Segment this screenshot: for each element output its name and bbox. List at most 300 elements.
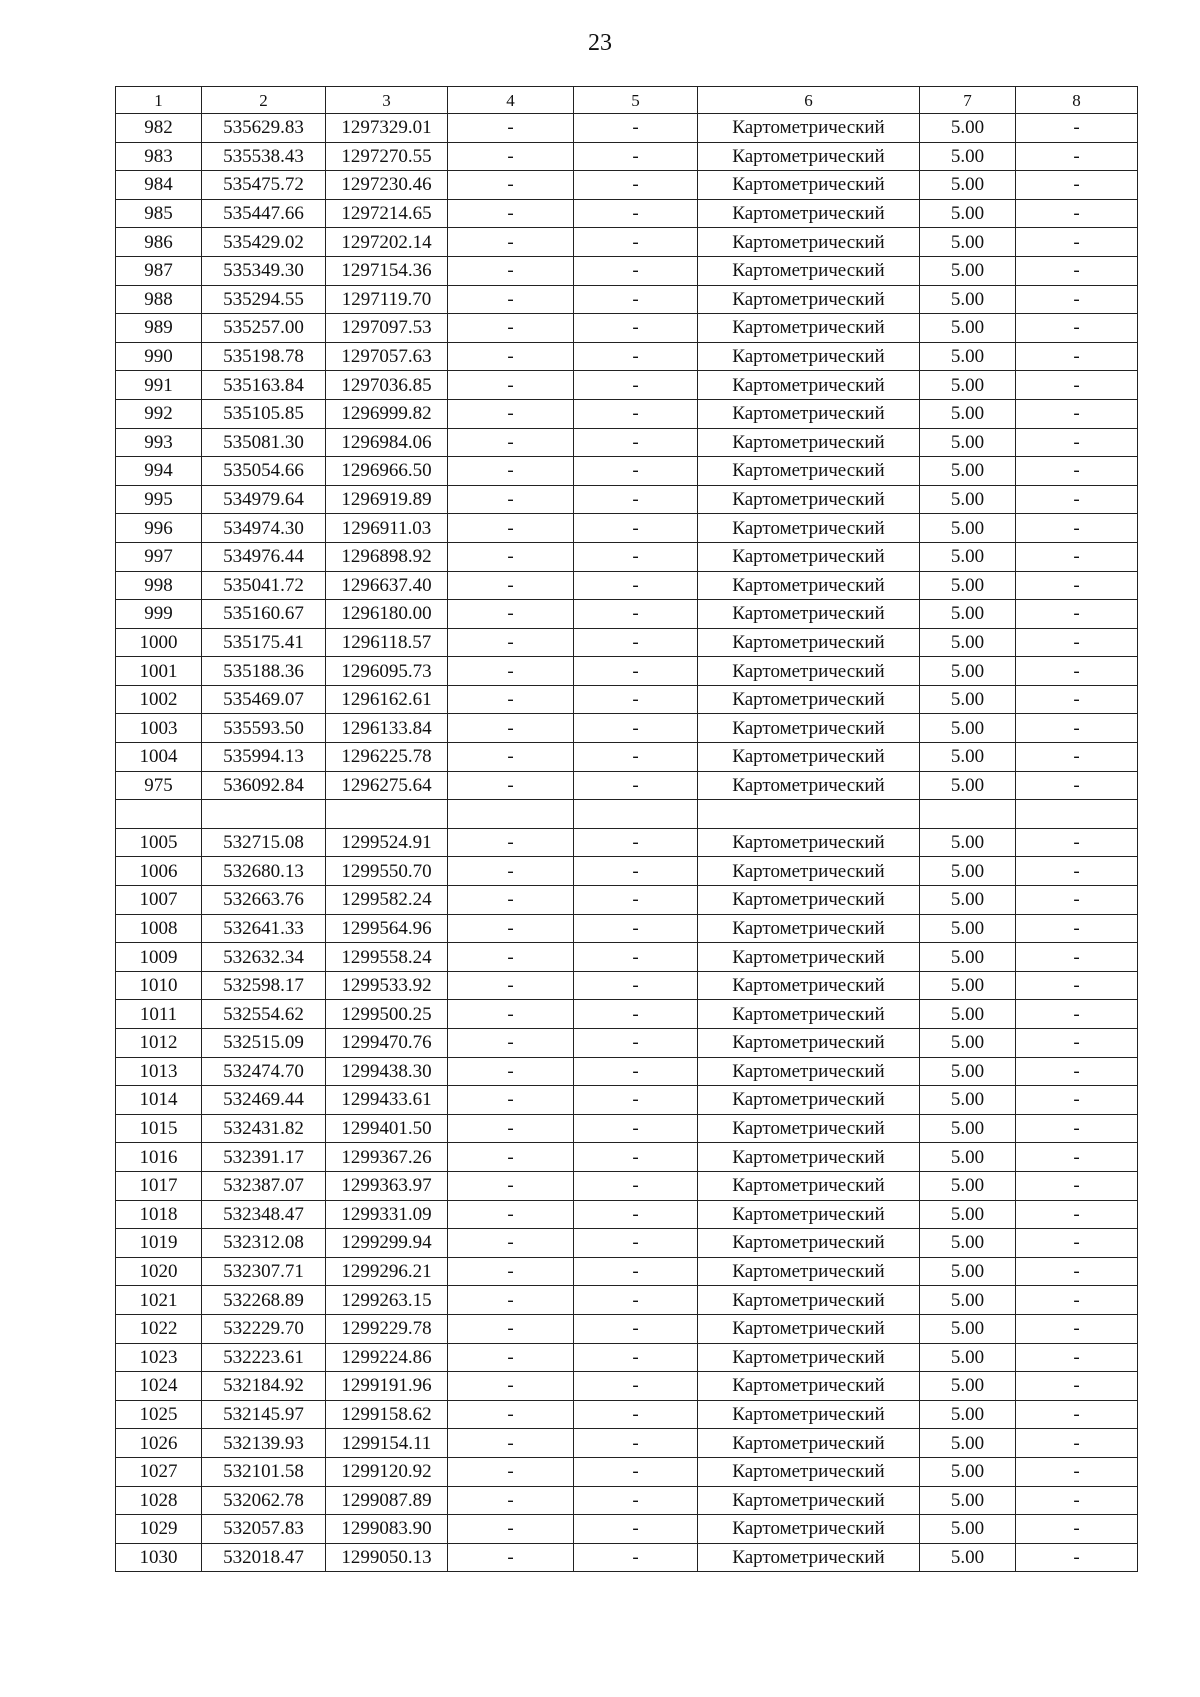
method-cell: Картометрический	[698, 971, 920, 1000]
method-cell: Картометрический	[698, 571, 920, 600]
point-number-cell: 1012	[116, 1029, 202, 1058]
table-row	[116, 428, 1138, 457]
accuracy-cell: 5.00	[920, 1286, 1016, 1315]
x-coordinate-cell: 532101.58	[202, 1457, 326, 1486]
col4-cell: -	[448, 428, 574, 457]
accuracy-cell: 5.00	[920, 1429, 1016, 1458]
y-coordinate-cell: 1299263.15	[326, 1286, 448, 1315]
accuracy-cell: 5.00	[920, 1257, 1016, 1286]
col5-cell: -	[574, 1543, 698, 1572]
col4-cell: -	[448, 685, 574, 714]
table-row	[116, 114, 1138, 143]
point-number-cell: 1009	[116, 943, 202, 972]
col8-cell: -	[1016, 256, 1138, 285]
x-coordinate-cell: 535163.84	[202, 371, 326, 400]
y-coordinate-cell: 1299470.76	[326, 1029, 448, 1058]
point-number-cell: 1014	[116, 1086, 202, 1115]
accuracy-cell: 5.00	[920, 1143, 1016, 1172]
table-row	[116, 800, 1138, 829]
table-row	[116, 828, 1138, 857]
method-cell: Картометрический	[698, 228, 920, 257]
col8-cell: -	[1016, 399, 1138, 428]
method-cell: Картометрический	[698, 485, 920, 514]
method-cell: Картометрический	[698, 342, 920, 371]
col4-cell: -	[448, 399, 574, 428]
point-number-cell: 987	[116, 256, 202, 285]
col5-cell: -	[574, 457, 698, 486]
accuracy-cell: 5.00	[920, 485, 1016, 514]
point-number-cell: 995	[116, 485, 202, 514]
col4-cell: -	[448, 1143, 574, 1172]
col4-cell: -	[448, 485, 574, 514]
table-row	[116, 485, 1138, 514]
col5-cell: -	[574, 1457, 698, 1486]
col5-cell: -	[574, 914, 698, 943]
col5-cell: -	[574, 1515, 698, 1544]
col8-cell: -	[1016, 685, 1138, 714]
accuracy-cell: 5.00	[920, 886, 1016, 915]
y-coordinate-cell: 1299050.13	[326, 1543, 448, 1572]
y-coordinate-cell: 1299331.09	[326, 1200, 448, 1229]
point-number-cell: 1023	[116, 1343, 202, 1372]
col8-cell: -	[1016, 142, 1138, 171]
col4-cell: -	[448, 171, 574, 200]
point-number-cell	[116, 800, 202, 829]
col4-cell: -	[448, 743, 574, 772]
x-coordinate-cell: 535469.07	[202, 685, 326, 714]
col4-cell: -	[448, 228, 574, 257]
accuracy-cell: 5.00	[920, 142, 1016, 171]
x-coordinate-cell: 532474.70	[202, 1057, 326, 1086]
table-row	[116, 1086, 1138, 1115]
method-cell: Картометрический	[698, 1229, 920, 1258]
table-row	[116, 1200, 1138, 1229]
point-number-cell: 1005	[116, 828, 202, 857]
method-cell: Картометрический	[698, 114, 920, 143]
point-number-cell: 1021	[116, 1286, 202, 1315]
x-coordinate-cell: 535349.30	[202, 256, 326, 285]
x-coordinate-cell: 535629.83	[202, 114, 326, 143]
method-cell: Картометрический	[698, 857, 920, 886]
col8-cell: -	[1016, 1143, 1138, 1172]
table-row	[116, 256, 1138, 285]
accuracy-cell: 5.00	[920, 256, 1016, 285]
col4-cell: -	[448, 114, 574, 143]
y-coordinate-cell: 1296919.89	[326, 485, 448, 514]
col5-cell: -	[574, 943, 698, 972]
table-row	[116, 571, 1138, 600]
method-cell: Картометрический	[698, 886, 920, 915]
point-number-cell: 975	[116, 771, 202, 800]
point-number-cell: 1004	[116, 743, 202, 772]
col8-cell: -	[1016, 1029, 1138, 1058]
col5-cell: -	[574, 1057, 698, 1086]
y-coordinate-cell: 1297214.65	[326, 199, 448, 228]
col4-cell: -	[448, 542, 574, 571]
y-coordinate-cell: 1296180.00	[326, 600, 448, 629]
method-cell: Картометрический	[698, 256, 920, 285]
col5-cell: -	[574, 171, 698, 200]
y-coordinate-cell: 1296911.03	[326, 514, 448, 543]
col5-cell: -	[574, 828, 698, 857]
accuracy-cell: 5.00	[920, 1029, 1016, 1058]
col4-cell: -	[448, 142, 574, 171]
col8-cell: -	[1016, 571, 1138, 600]
accuracy-cell: 5.00	[920, 1057, 1016, 1086]
method-cell: Картометрический	[698, 1543, 920, 1572]
point-number-cell: 1030	[116, 1543, 202, 1572]
point-number-cell: 1007	[116, 886, 202, 915]
accuracy-cell: 5.00	[920, 1400, 1016, 1429]
table-row	[116, 1372, 1138, 1401]
col8-cell: -	[1016, 1372, 1138, 1401]
y-coordinate-cell: 1297329.01	[326, 114, 448, 143]
point-number-cell: 1029	[116, 1515, 202, 1544]
method-cell: Картометрический	[698, 1515, 920, 1544]
page-number: 23	[588, 30, 612, 56]
col8-cell: -	[1016, 1114, 1138, 1143]
y-coordinate-cell: 1296966.50	[326, 457, 448, 486]
table-row	[116, 1229, 1138, 1258]
col5-cell	[574, 800, 698, 829]
accuracy-cell: 5.00	[920, 685, 1016, 714]
point-number-cell: 997	[116, 542, 202, 571]
x-coordinate-cell: 534974.30	[202, 514, 326, 543]
col4-cell: -	[448, 628, 574, 657]
col5-cell: -	[574, 1171, 698, 1200]
col8-cell: -	[1016, 914, 1138, 943]
col5-cell: -	[574, 228, 698, 257]
col4-cell: -	[448, 714, 574, 743]
col5-cell: -	[574, 1000, 698, 1029]
accuracy-cell: 5.00	[920, 1200, 1016, 1229]
method-cell: Картометрический	[698, 1057, 920, 1086]
point-number-cell: 1001	[116, 657, 202, 686]
x-coordinate-cell: 532312.08	[202, 1229, 326, 1258]
table-row	[116, 514, 1138, 543]
col4-cell: -	[448, 886, 574, 915]
col8-cell: -	[1016, 771, 1138, 800]
y-coordinate-cell: 1299296.21	[326, 1257, 448, 1286]
table-row	[116, 314, 1138, 343]
col4-cell: -	[448, 857, 574, 886]
col5-cell: -	[574, 142, 698, 171]
accuracy-cell: 5.00	[920, 1457, 1016, 1486]
col4-cell: -	[448, 1486, 574, 1515]
col4-cell: -	[448, 1029, 574, 1058]
col8-cell: -	[1016, 114, 1138, 143]
col5-cell: -	[574, 1029, 698, 1058]
table-row	[116, 1515, 1138, 1544]
x-coordinate-cell: 535105.85	[202, 399, 326, 428]
accuracy-cell: 5.00	[920, 1114, 1016, 1143]
accuracy-cell: 5.00	[920, 542, 1016, 571]
method-cell: Картометрический	[698, 628, 920, 657]
point-number-cell: 983	[116, 142, 202, 171]
point-number-cell: 1013	[116, 1057, 202, 1086]
accuracy-cell: 5.00	[920, 628, 1016, 657]
method-cell: Картометрический	[698, 171, 920, 200]
col5-cell: -	[574, 1200, 698, 1229]
accuracy-cell: 5.00	[920, 1171, 1016, 1200]
accuracy-cell: 5.00	[920, 1372, 1016, 1401]
y-coordinate-cell: 1299299.94	[326, 1229, 448, 1258]
col4-cell: -	[448, 1400, 574, 1429]
x-coordinate-cell: 532145.97	[202, 1400, 326, 1429]
col8-cell: -	[1016, 457, 1138, 486]
col5-cell: -	[574, 399, 698, 428]
y-coordinate-cell: 1299087.89	[326, 1486, 448, 1515]
table-row	[116, 771, 1138, 800]
col8-cell: -	[1016, 342, 1138, 371]
y-coordinate-cell: 1296118.57	[326, 628, 448, 657]
y-coordinate-cell: 1299438.30	[326, 1057, 448, 1086]
table-row	[116, 171, 1138, 200]
y-coordinate-cell: 1296637.40	[326, 571, 448, 600]
method-cell: Картометрический	[698, 199, 920, 228]
col8-cell: -	[1016, 428, 1138, 457]
col4-cell: -	[448, 199, 574, 228]
point-number-cell: 992	[116, 399, 202, 428]
method-cell: Картометрический	[698, 1400, 920, 1429]
point-number-cell: 1024	[116, 1372, 202, 1401]
point-number-cell: 989	[116, 314, 202, 343]
y-coordinate-cell: 1299550.70	[326, 857, 448, 886]
col5-cell: -	[574, 114, 698, 143]
point-number-cell: 1020	[116, 1257, 202, 1286]
accuracy-cell: 5.00	[920, 743, 1016, 772]
col5-cell: -	[574, 971, 698, 1000]
y-coordinate-cell: 1299558.24	[326, 943, 448, 972]
col8-cell: -	[1016, 1429, 1138, 1458]
col5-cell: -	[574, 256, 698, 285]
accuracy-cell: 5.00	[920, 1343, 1016, 1372]
x-coordinate-cell: 532307.71	[202, 1257, 326, 1286]
method-cell: Картометрический	[698, 1314, 920, 1343]
col4-cell: -	[448, 943, 574, 972]
col4-cell: -	[448, 514, 574, 543]
col4-cell: -	[448, 1114, 574, 1143]
table-row	[116, 600, 1138, 629]
col8-cell: -	[1016, 1400, 1138, 1429]
col8-cell: -	[1016, 1543, 1138, 1572]
x-coordinate-cell: 532598.17	[202, 971, 326, 1000]
table-row	[116, 342, 1138, 371]
col5-cell: -	[574, 371, 698, 400]
col5-cell: -	[574, 1286, 698, 1315]
col8-cell: -	[1016, 1486, 1138, 1515]
x-coordinate-cell: 532554.62	[202, 1000, 326, 1029]
col4-cell: -	[448, 1086, 574, 1115]
x-coordinate-cell: 532139.93	[202, 1429, 326, 1458]
y-coordinate-cell: 1299367.26	[326, 1143, 448, 1172]
y-coordinate-cell: 1299582.24	[326, 886, 448, 915]
table-row	[116, 685, 1138, 714]
col5-cell: -	[574, 1343, 698, 1372]
accuracy-cell: 5.00	[920, 428, 1016, 457]
method-cell: Картометрический	[698, 1372, 920, 1401]
col5-cell: -	[574, 342, 698, 371]
y-coordinate-cell: 1299363.97	[326, 1171, 448, 1200]
x-coordinate-cell: 535538.43	[202, 142, 326, 171]
point-number-cell: 986	[116, 228, 202, 257]
table-row	[116, 1314, 1138, 1343]
col5-cell: -	[574, 1429, 698, 1458]
col4-cell: -	[448, 1543, 574, 1572]
x-coordinate-cell: 535475.72	[202, 171, 326, 200]
col5-cell: -	[574, 886, 698, 915]
col4-cell: -	[448, 771, 574, 800]
method-cell: Картометрический	[698, 1114, 920, 1143]
x-coordinate-cell: 535175.41	[202, 628, 326, 657]
table-row	[116, 1114, 1138, 1143]
y-coordinate-cell: 1297036.85	[326, 371, 448, 400]
method-cell: Картометрический	[698, 314, 920, 343]
method-cell: Картометрический	[698, 1171, 920, 1200]
x-coordinate-cell: 535257.00	[202, 314, 326, 343]
y-coordinate-cell: 1299191.96	[326, 1372, 448, 1401]
table-row	[116, 228, 1138, 257]
y-coordinate-cell: 1299524.91	[326, 828, 448, 857]
y-coordinate-cell: 1297270.55	[326, 142, 448, 171]
col5-cell: -	[574, 1257, 698, 1286]
col8-cell: -	[1016, 171, 1138, 200]
table-row	[116, 914, 1138, 943]
table-body	[116, 114, 1138, 1572]
method-cell: Картометрический	[698, 1000, 920, 1029]
x-coordinate-cell: 532018.47	[202, 1543, 326, 1572]
y-coordinate-cell: 1297057.63	[326, 342, 448, 371]
y-coordinate-cell: 1296984.06	[326, 428, 448, 457]
col8-cell: -	[1016, 1229, 1138, 1258]
column-header-3: 3	[326, 87, 448, 114]
table-row	[116, 886, 1138, 915]
point-number-cell: 990	[116, 342, 202, 371]
accuracy-cell: 5.00	[920, 457, 1016, 486]
y-coordinate-cell: 1296225.78	[326, 743, 448, 772]
col4-cell: -	[448, 1257, 574, 1286]
y-coordinate-cell: 1299433.61	[326, 1086, 448, 1115]
x-coordinate-cell: 535593.50	[202, 714, 326, 743]
accuracy-cell: 5.00	[920, 828, 1016, 857]
method-cell: Картометрический	[698, 371, 920, 400]
col8-cell: -	[1016, 1257, 1138, 1286]
col4-cell: -	[448, 1372, 574, 1401]
col8-cell: -	[1016, 199, 1138, 228]
point-number-cell: 1027	[116, 1457, 202, 1486]
col8-cell: -	[1016, 1343, 1138, 1372]
point-number-cell: 1003	[116, 714, 202, 743]
accuracy-cell: 5.00	[920, 857, 1016, 886]
table-row	[116, 1486, 1138, 1515]
y-coordinate-cell: 1297097.53	[326, 314, 448, 343]
accuracy-cell: 5.00	[920, 771, 1016, 800]
x-coordinate-cell: 532387.07	[202, 1171, 326, 1200]
table-row	[116, 1343, 1138, 1372]
accuracy-cell: 5.00	[920, 371, 1016, 400]
col4-cell: -	[448, 1057, 574, 1086]
method-cell: Картометрический	[698, 714, 920, 743]
col8-cell: -	[1016, 743, 1138, 772]
col8-cell: -	[1016, 1515, 1138, 1544]
y-coordinate-cell: 1299229.78	[326, 1314, 448, 1343]
col8-cell: -	[1016, 628, 1138, 657]
y-coordinate-cell: 1299533.92	[326, 971, 448, 1000]
col8-cell: -	[1016, 828, 1138, 857]
method-cell: Картометрический	[698, 657, 920, 686]
col8-cell: -	[1016, 542, 1138, 571]
table-row	[116, 1000, 1138, 1029]
table-row	[116, 371, 1138, 400]
col8-cell: -	[1016, 1314, 1138, 1343]
col4-cell: -	[448, 571, 574, 600]
accuracy-cell: 5.00	[920, 314, 1016, 343]
point-number-cell: 1025	[116, 1400, 202, 1429]
point-number-cell: 982	[116, 114, 202, 143]
col4-cell: -	[448, 1200, 574, 1229]
y-coordinate-cell: 1299500.25	[326, 1000, 448, 1029]
x-coordinate-cell: 532715.08	[202, 828, 326, 857]
point-number-cell: 1016	[116, 1143, 202, 1172]
point-number-cell: 998	[116, 571, 202, 600]
col4-cell: -	[448, 256, 574, 285]
col5-cell: -	[574, 628, 698, 657]
col4-cell: -	[448, 971, 574, 1000]
col4-cell: -	[448, 1286, 574, 1315]
col4-cell: -	[448, 1457, 574, 1486]
point-number-cell: 1018	[116, 1200, 202, 1229]
accuracy-cell: 5.00	[920, 1515, 1016, 1544]
col5-cell: -	[574, 685, 698, 714]
col8-cell: -	[1016, 371, 1138, 400]
point-number-cell: 1011	[116, 1000, 202, 1029]
column-header-6: 6	[698, 87, 920, 114]
x-coordinate-cell: 532641.33	[202, 914, 326, 943]
col4-cell: -	[448, 457, 574, 486]
x-coordinate-cell: 535429.02	[202, 228, 326, 257]
point-number-cell: 1006	[116, 857, 202, 886]
x-coordinate-cell: 532680.13	[202, 857, 326, 886]
table-header-row	[116, 87, 1138, 114]
x-coordinate-cell: 532268.89	[202, 1286, 326, 1315]
table-row	[116, 943, 1138, 972]
point-number-cell: 996	[116, 514, 202, 543]
x-coordinate-cell: 535198.78	[202, 342, 326, 371]
col8-cell: -	[1016, 1057, 1138, 1086]
table-row	[116, 628, 1138, 657]
x-coordinate-cell: 532515.09	[202, 1029, 326, 1058]
method-cell: Картометрический	[698, 399, 920, 428]
column-header-1: 1	[116, 87, 202, 114]
point-number-cell: 994	[116, 457, 202, 486]
method-cell: Картометрический	[698, 1343, 920, 1372]
col5-cell: -	[574, 600, 698, 629]
point-number-cell: 1010	[116, 971, 202, 1000]
x-coordinate-cell: 535188.36	[202, 657, 326, 686]
table-row	[116, 1143, 1138, 1172]
col4-cell: -	[448, 285, 574, 314]
x-coordinate-cell: 532632.34	[202, 943, 326, 972]
accuracy-cell: 5.00	[920, 228, 1016, 257]
accuracy-cell: 5.00	[920, 657, 1016, 686]
method-cell	[698, 800, 920, 829]
col4-cell	[448, 800, 574, 829]
accuracy-cell: 5.00	[920, 1543, 1016, 1572]
point-number-cell: 984	[116, 171, 202, 200]
y-coordinate-cell: 1296999.82	[326, 399, 448, 428]
col5-cell: -	[574, 743, 698, 772]
accuracy-cell: 5.00	[920, 914, 1016, 943]
